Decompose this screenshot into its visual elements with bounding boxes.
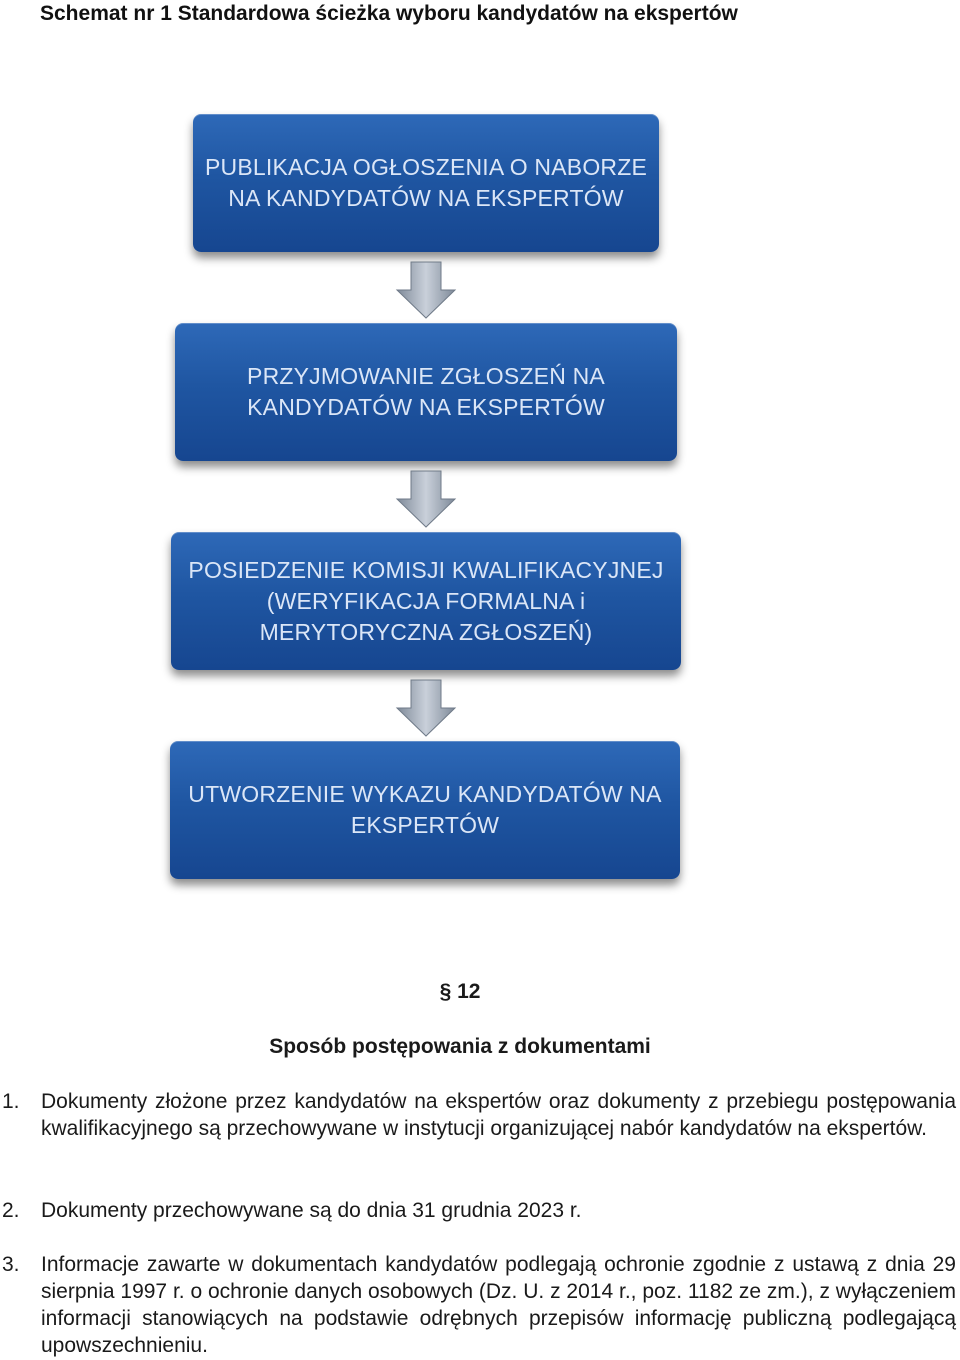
page-title: Schemat nr 1 Standardowa ścieżka wyboru kandydatów na ekspertów <box>40 2 738 25</box>
down-arrow-icon <box>395 260 457 320</box>
paragraph-text: Dokumenty przechowywane są do dnia 31 grudnia 2023 r. <box>41 1199 582 1222</box>
down-arrow-icon <box>395 469 457 529</box>
paragraph-text: Dokumenty złożone przez kandydatów na ekspertów oraz dokumenty z przebiegu postępowania kwalifikacyjnego są przechowywane w instytucji organizującej nabór kandydatów na ekspertów. <box>41 1090 956 1140</box>
flow-step-candidate-list <box>170 741 680 879</box>
paragraph-number: 2. <box>2 1199 20 1222</box>
section-number: § 12 <box>439 980 481 1003</box>
down-arrow-icon <box>395 678 457 738</box>
paragraph-3 <box>0 1251 956 1359</box>
flow-step-committee-meeting <box>171 532 681 670</box>
paragraph-number: 3. <box>2 1253 20 1276</box>
flow-step-label: PRZYJMOWANIE ZGŁOSZEŃ NA KANDYDATÓW NA EKSPERTÓW <box>247 363 605 420</box>
section-title: Sposób postępowania z dokumentami <box>269 1035 651 1058</box>
flow-step-label: PUBLIKACJA OGŁOSZENIA O NABORZE NA KANDYDATÓW NA EKSPERTÓW <box>204 154 648 211</box>
flow-step-receiving-applications <box>175 323 677 461</box>
flow-step-label: UTWORZENIE WYKAZU KANDYDATÓW NA EKSPERTÓW <box>188 781 662 838</box>
paragraph-text: Informacje zawarte w dokumentach kandydatów podlegają ochronie zgodnie z ustawą z dnia 29 sierpnia 1997 r. o ochronie danych osobowych (Dz. U. z 2014 r., poz. 1182 ze zm.), z wyłączeniem informacji stanowiących na podstawie odrębnych przepisów informację publiczną podlegającą upowszechnieniu. <box>41 1253 956 1357</box>
flow-step-publication <box>193 114 659 252</box>
paragraph-number: 1. <box>2 1090 20 1113</box>
paragraph-2 <box>0 1197 956 1224</box>
paragraph-1 <box>0 1088 956 1142</box>
flow-step-label: POSIEDZENIE KOMISJI KWALIFIKACYJNEJ (WERYFIKACJA FORMALNA i MERYTORYCZNA ZGŁOSZEŃ) <box>188 556 664 645</box>
